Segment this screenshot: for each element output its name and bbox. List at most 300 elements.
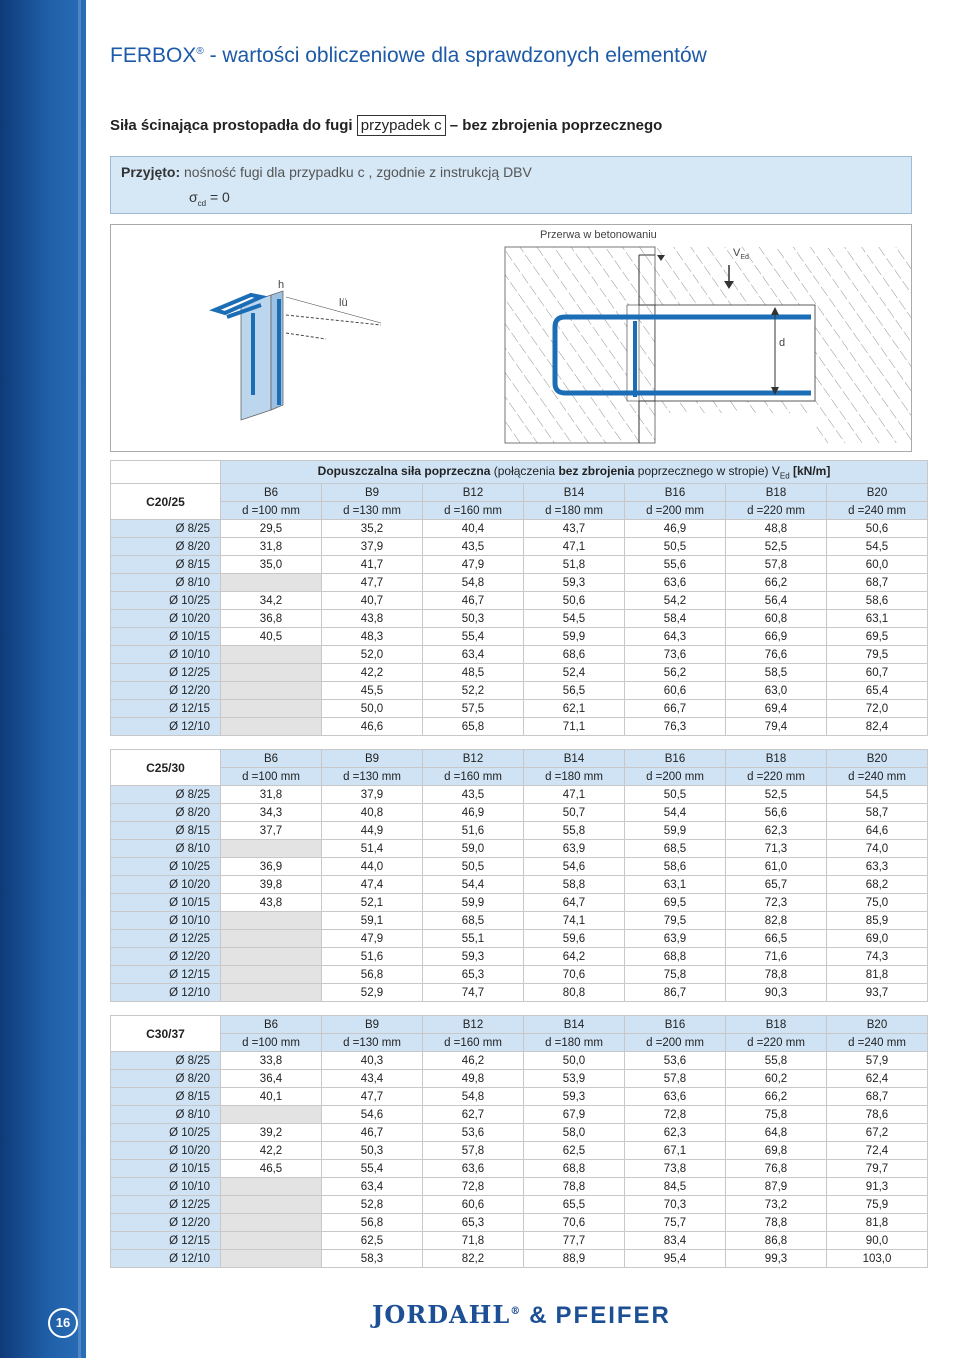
row-label: Ø 10/15 bbox=[111, 1160, 221, 1178]
assumption-box bbox=[110, 156, 912, 214]
column-depth: d =100 mm bbox=[221, 1034, 322, 1052]
table-cell: 43,5 bbox=[423, 786, 524, 804]
page-title bbox=[110, 44, 707, 68]
table-cell: 46,7 bbox=[423, 592, 524, 610]
table-cell: 99,3 bbox=[726, 1250, 827, 1268]
table-cell: 80,8 bbox=[524, 984, 625, 1002]
table-cell: 56,4 bbox=[726, 592, 827, 610]
table-cell: 59,3 bbox=[524, 1088, 625, 1106]
table-cell: 35,2 bbox=[322, 520, 423, 538]
table-cell: 58,3 bbox=[322, 1250, 423, 1268]
table-cell bbox=[221, 700, 322, 718]
column-depth: d =220 mm bbox=[726, 1034, 827, 1052]
logo-reg: ® bbox=[510, 1306, 522, 1317]
table-cell: 59,9 bbox=[423, 894, 524, 912]
connection-diagram bbox=[110, 224, 912, 452]
table-cell: 51,6 bbox=[322, 948, 423, 966]
row-label: Ø 12/20 bbox=[111, 1214, 221, 1232]
table-cell: 95,4 bbox=[625, 1250, 726, 1268]
table-cell: 71,8 bbox=[423, 1232, 524, 1250]
table-cell: 68,5 bbox=[423, 912, 524, 930]
column-type: B12 bbox=[423, 750, 524, 768]
table-cell: 49,8 bbox=[423, 1070, 524, 1088]
column-type: B16 bbox=[625, 750, 726, 768]
table-cell bbox=[221, 574, 322, 592]
column-depth: d =160 mm bbox=[423, 1034, 524, 1052]
table-cell: 71,3 bbox=[726, 840, 827, 858]
table-cell: 65,4 bbox=[827, 682, 928, 700]
row-label: Ø 10/25 bbox=[111, 592, 221, 610]
table-cell: 70,3 bbox=[625, 1196, 726, 1214]
diagram-drawing bbox=[111, 225, 911, 451]
column-type: B6 bbox=[221, 750, 322, 768]
table-cell: 29,5 bbox=[221, 520, 322, 538]
table-cell: 54,5 bbox=[827, 786, 928, 804]
column-depth: d =100 mm bbox=[221, 502, 322, 520]
table-row bbox=[111, 1106, 928, 1124]
table-cell: 82,2 bbox=[423, 1250, 524, 1268]
table-cell: 73,6 bbox=[625, 646, 726, 664]
table-cell: 52,4 bbox=[524, 664, 625, 682]
assumption-line bbox=[121, 164, 532, 180]
table-cell: 90,3 bbox=[726, 984, 827, 1002]
table-cell: 62,3 bbox=[625, 1124, 726, 1142]
table-cell: 77,7 bbox=[524, 1232, 625, 1250]
table-row bbox=[111, 1250, 928, 1268]
table-cell: 68,8 bbox=[625, 948, 726, 966]
table-cell: 76,8 bbox=[726, 1160, 827, 1178]
table-cell: 57,5 bbox=[423, 700, 524, 718]
column-depth: d =220 mm bbox=[726, 502, 827, 520]
table-cell: 54,4 bbox=[423, 876, 524, 894]
table-cell: 48,8 bbox=[726, 520, 827, 538]
table-cell: 51,6 bbox=[423, 822, 524, 840]
row-label: Ø 12/10 bbox=[111, 1250, 221, 1268]
table-cell bbox=[221, 1250, 322, 1268]
row-label: Ø 10/20 bbox=[111, 1142, 221, 1160]
column-type-row bbox=[111, 1016, 928, 1034]
table-cell: 57,8 bbox=[726, 556, 827, 574]
table-cell: 55,4 bbox=[423, 628, 524, 646]
table-cell: 44,9 bbox=[322, 822, 423, 840]
table-cell: 43,7 bbox=[524, 520, 625, 538]
table-header-title bbox=[221, 461, 928, 484]
table-row bbox=[111, 538, 928, 556]
table-cell: 63,1 bbox=[625, 876, 726, 894]
ved-label bbox=[733, 247, 749, 261]
table-cell: 66,5 bbox=[726, 930, 827, 948]
table-cell: 48,5 bbox=[423, 664, 524, 682]
sigma-value: = 0 bbox=[206, 189, 230, 205]
row-label: Ø 10/10 bbox=[111, 912, 221, 930]
table-cell: 78,8 bbox=[524, 1178, 625, 1196]
table-cell: 58,4 bbox=[625, 610, 726, 628]
table-cell: 31,8 bbox=[221, 538, 322, 556]
table-cell: 75,9 bbox=[827, 1196, 928, 1214]
table-cell: 58,6 bbox=[827, 592, 928, 610]
table-row bbox=[111, 1178, 928, 1196]
row-label: Ø 8/25 bbox=[111, 1052, 221, 1070]
table-cell bbox=[221, 840, 322, 858]
table-cell: 68,2 bbox=[827, 876, 928, 894]
column-type: B20 bbox=[827, 750, 928, 768]
table-corner bbox=[111, 461, 221, 484]
table-cell bbox=[221, 1106, 322, 1124]
table-cell: 63,3 bbox=[827, 858, 928, 876]
table-cell bbox=[221, 948, 322, 966]
row-label: Ø 12/15 bbox=[111, 966, 221, 984]
table-cell: 68,8 bbox=[524, 1160, 625, 1178]
table-cell: 83,4 bbox=[625, 1232, 726, 1250]
table-cell: 75,8 bbox=[726, 1106, 827, 1124]
table-cell: 36,9 bbox=[221, 858, 322, 876]
table-cell: 69,5 bbox=[827, 628, 928, 646]
table-cell: 69,4 bbox=[726, 700, 827, 718]
d-label: d bbox=[779, 337, 786, 349]
table-cell: 46,9 bbox=[423, 804, 524, 822]
table-cell: 76,6 bbox=[726, 646, 827, 664]
table-cell: 47,4 bbox=[322, 876, 423, 894]
table-cell: 52,9 bbox=[322, 984, 423, 1002]
column-type: B14 bbox=[524, 484, 625, 502]
row-label: Ø 8/10 bbox=[111, 1106, 221, 1124]
table-cell: 81,8 bbox=[827, 966, 928, 984]
logo-jordahl: JORDAHL bbox=[372, 1300, 511, 1329]
table-cell: 65,8 bbox=[423, 718, 524, 736]
table-row bbox=[111, 858, 928, 876]
row-label: Ø 12/20 bbox=[111, 682, 221, 700]
subtitle-part1: Siła ścinająca prostopadła do fugi bbox=[110, 117, 353, 134]
column-depth: d =160 mm bbox=[423, 768, 524, 786]
header-unit: [kN/m] bbox=[789, 463, 831, 478]
ved-symbol: V bbox=[733, 247, 741, 259]
table-cell: 63,9 bbox=[625, 930, 726, 948]
column-type-row bbox=[111, 484, 928, 502]
column-depth: d =180 mm bbox=[524, 502, 625, 520]
table-cell: 73,2 bbox=[726, 1196, 827, 1214]
table-cell: 40,4 bbox=[423, 520, 524, 538]
table-cell: 63,6 bbox=[625, 1088, 726, 1106]
table-cell: 36,4 bbox=[221, 1070, 322, 1088]
table-cell: 35,0 bbox=[221, 556, 322, 574]
table-row bbox=[111, 930, 928, 948]
table-row bbox=[111, 574, 928, 592]
table-cell: 68,6 bbox=[524, 646, 625, 664]
column-depth-row bbox=[111, 502, 928, 520]
table-cell: 55,4 bbox=[322, 1160, 423, 1178]
table-cell: 64,8 bbox=[726, 1124, 827, 1142]
row-label: Ø 10/15 bbox=[111, 894, 221, 912]
table-cell: 50,7 bbox=[524, 804, 625, 822]
table-cell: 57,9 bbox=[827, 1052, 928, 1070]
column-type: B12 bbox=[423, 484, 524, 502]
table-cell: 74,3 bbox=[827, 948, 928, 966]
table-row bbox=[111, 646, 928, 664]
row-label: Ø 10/10 bbox=[111, 646, 221, 664]
title-registered: ® bbox=[196, 46, 204, 57]
table-cell: 66,7 bbox=[625, 700, 726, 718]
column-depth: d =130 mm bbox=[322, 1034, 423, 1052]
column-type: B20 bbox=[827, 484, 928, 502]
ferbox-3d-illustration bbox=[215, 291, 381, 420]
table-cell: 40,8 bbox=[322, 804, 423, 822]
table-cell: 71,1 bbox=[524, 718, 625, 736]
row-label: Ø 10/25 bbox=[111, 1124, 221, 1142]
table-cell: 59,0 bbox=[423, 840, 524, 858]
table-cell: 55,1 bbox=[423, 930, 524, 948]
table-cell: 56,6 bbox=[726, 804, 827, 822]
table-cell: 68,7 bbox=[827, 1088, 928, 1106]
column-depth: d =100 mm bbox=[221, 768, 322, 786]
table-cell: 63,4 bbox=[322, 1178, 423, 1196]
table-cell: 47,9 bbox=[423, 556, 524, 574]
table-cell: 59,9 bbox=[625, 822, 726, 840]
column-type: B9 bbox=[322, 1016, 423, 1034]
row-label: Ø 8/25 bbox=[111, 520, 221, 538]
row-label: Ø 12/15 bbox=[111, 1232, 221, 1250]
title-rest: - wartości obliczeniowe dla sprawdzonych elementów bbox=[203, 44, 707, 67]
table-cell: 59,1 bbox=[322, 912, 423, 930]
row-label: Ø 10/25 bbox=[111, 858, 221, 876]
table-c25-30 bbox=[110, 749, 928, 1002]
row-label: Ø 8/15 bbox=[111, 1088, 221, 1106]
column-depth: d =180 mm bbox=[524, 1034, 625, 1052]
table-cell: 54,4 bbox=[625, 804, 726, 822]
column-type: B18 bbox=[726, 1016, 827, 1034]
table-cell: 58,0 bbox=[524, 1124, 625, 1142]
table-cell: 54,8 bbox=[423, 1088, 524, 1106]
table-row bbox=[111, 592, 928, 610]
table-row bbox=[111, 682, 928, 700]
table-cell: 47,7 bbox=[322, 574, 423, 592]
table-row bbox=[111, 1088, 928, 1106]
column-type: B14 bbox=[524, 750, 625, 768]
left-sidebar-band bbox=[0, 0, 86, 1358]
column-depth-row bbox=[111, 1034, 928, 1052]
table-cell bbox=[221, 966, 322, 984]
h-label: h bbox=[278, 279, 285, 291]
table-row bbox=[111, 1160, 928, 1178]
assumption-label: Przyjęto: bbox=[121, 164, 181, 180]
table-cell: 62,7 bbox=[423, 1106, 524, 1124]
table-cell: 57,8 bbox=[625, 1070, 726, 1088]
table-cell: 65,5 bbox=[524, 1196, 625, 1214]
table-cell: 87,9 bbox=[726, 1178, 827, 1196]
table-cell: 54,8 bbox=[423, 574, 524, 592]
table-cell: 52,5 bbox=[726, 786, 827, 804]
table-cell: 75,0 bbox=[827, 894, 928, 912]
table-cell: 79,5 bbox=[625, 912, 726, 930]
table-row bbox=[111, 1070, 928, 1088]
sidebar-stripe bbox=[78, 0, 81, 1358]
table-cell: 52,8 bbox=[322, 1196, 423, 1214]
table-cell: 45,5 bbox=[322, 682, 423, 700]
table-cell: 60,7 bbox=[827, 664, 928, 682]
table-cell: 33,8 bbox=[221, 1052, 322, 1070]
table-cell bbox=[221, 718, 322, 736]
table-cell: 69,8 bbox=[726, 1142, 827, 1160]
table-cell: 44,0 bbox=[322, 858, 423, 876]
table-cell: 54,2 bbox=[625, 592, 726, 610]
table-cell: 59,3 bbox=[423, 948, 524, 966]
table-cell bbox=[221, 1196, 322, 1214]
table-row bbox=[111, 1214, 928, 1232]
table-cell: 56,8 bbox=[322, 966, 423, 984]
row-label: Ø 12/25 bbox=[111, 664, 221, 682]
table-row bbox=[111, 1232, 928, 1250]
table-cell: 72,8 bbox=[423, 1178, 524, 1196]
table-cell: 54,5 bbox=[827, 538, 928, 556]
table-cell: 66,2 bbox=[726, 1088, 827, 1106]
table-cell: 31,8 bbox=[221, 786, 322, 804]
column-type: B9 bbox=[322, 484, 423, 502]
row-label: Ø 8/15 bbox=[111, 556, 221, 574]
column-type: B18 bbox=[726, 750, 827, 768]
table-row bbox=[111, 786, 928, 804]
table-cell: 74,1 bbox=[524, 912, 625, 930]
table-cell: 48,3 bbox=[322, 628, 423, 646]
table-cell: 52,1 bbox=[322, 894, 423, 912]
table-row bbox=[111, 804, 928, 822]
table-cell: 63,0 bbox=[726, 682, 827, 700]
table-cell: 62,5 bbox=[524, 1142, 625, 1160]
table-row bbox=[111, 1142, 928, 1160]
table-cell bbox=[221, 912, 322, 930]
table-cell: 46,7 bbox=[322, 1124, 423, 1142]
column-type: B6 bbox=[221, 1016, 322, 1034]
table-cell: 50,5 bbox=[423, 858, 524, 876]
row-label: Ø 12/10 bbox=[111, 984, 221, 1002]
column-type-row bbox=[111, 750, 928, 768]
table-cell: 72,4 bbox=[827, 1142, 928, 1160]
table-cell: 37,9 bbox=[322, 786, 423, 804]
table-cell bbox=[221, 1178, 322, 1196]
table-cell: 82,8 bbox=[726, 912, 827, 930]
table-cell: 43,4 bbox=[322, 1070, 423, 1088]
table-cell: 37,7 bbox=[221, 822, 322, 840]
row-label: Ø 10/15 bbox=[111, 628, 221, 646]
table-cell: 67,9 bbox=[524, 1106, 625, 1124]
table-cell: 64,6 bbox=[827, 822, 928, 840]
table-cell: 40,7 bbox=[322, 592, 423, 610]
table-cell: 47,9 bbox=[322, 930, 423, 948]
table-cell: 79,4 bbox=[726, 718, 827, 736]
table-row bbox=[111, 628, 928, 646]
table-cell: 64,7 bbox=[524, 894, 625, 912]
table-cell: 79,5 bbox=[827, 646, 928, 664]
table-cell: 62,4 bbox=[827, 1070, 928, 1088]
table-cell: 64,2 bbox=[524, 948, 625, 966]
table-row bbox=[111, 840, 928, 858]
table-cell: 65,3 bbox=[423, 966, 524, 984]
table-cell: 56,8 bbox=[322, 1214, 423, 1232]
table-cell: 47,1 bbox=[524, 786, 625, 804]
table-cell: 63,6 bbox=[423, 1160, 524, 1178]
row-label: Ø 12/20 bbox=[111, 948, 221, 966]
table-cell: 56,2 bbox=[625, 664, 726, 682]
table-row bbox=[111, 984, 928, 1002]
table-row bbox=[111, 610, 928, 628]
table-cell: 60,8 bbox=[726, 610, 827, 628]
subtitle-boxed-case: przypadek c bbox=[357, 115, 446, 136]
table-cell: 67,1 bbox=[625, 1142, 726, 1160]
table-cell: 50,0 bbox=[322, 700, 423, 718]
table-cell: 84,5 bbox=[625, 1178, 726, 1196]
row-label: Ø 12/25 bbox=[111, 930, 221, 948]
table-cell: 66,2 bbox=[726, 574, 827, 592]
table-cell: 54,6 bbox=[524, 858, 625, 876]
table-cell: 63,4 bbox=[423, 646, 524, 664]
table-row bbox=[111, 718, 928, 736]
table-cell: 50,5 bbox=[625, 538, 726, 556]
table-cell: 47,1 bbox=[524, 538, 625, 556]
table-cell: 86,7 bbox=[625, 984, 726, 1002]
table-cell: 58,8 bbox=[524, 876, 625, 894]
row-label: Ø 8/25 bbox=[111, 786, 221, 804]
row-label: Ø 8/10 bbox=[111, 840, 221, 858]
row-label: Ø 10/20 bbox=[111, 610, 221, 628]
sigma-line bbox=[189, 189, 230, 208]
sigma-sub: cd bbox=[197, 198, 207, 208]
table-cell: 53,6 bbox=[423, 1124, 524, 1142]
table-cell: 51,4 bbox=[322, 840, 423, 858]
table-cell: 60,6 bbox=[423, 1196, 524, 1214]
table-c30-37 bbox=[110, 1015, 928, 1268]
table-cell: 91,3 bbox=[827, 1178, 928, 1196]
row-label: Ø 8/20 bbox=[111, 804, 221, 822]
table-cell: 59,9 bbox=[524, 628, 625, 646]
table-cell: 74,0 bbox=[827, 840, 928, 858]
row-label: Ø 8/15 bbox=[111, 822, 221, 840]
table-cell bbox=[221, 1214, 322, 1232]
column-depth: d =130 mm bbox=[322, 768, 423, 786]
table-cell: 86,8 bbox=[726, 1232, 827, 1250]
header-bold-1: Dopuszczalna siła poprzeczna bbox=[317, 463, 491, 478]
table-cell: 103,0 bbox=[827, 1250, 928, 1268]
page-number: 16 bbox=[48, 1308, 78, 1338]
table-cell: 90,0 bbox=[827, 1232, 928, 1250]
table-cell: 53,9 bbox=[524, 1070, 625, 1088]
table-row bbox=[111, 1124, 928, 1142]
row-label: Ø 8/20 bbox=[111, 538, 221, 556]
column-type: B20 bbox=[827, 1016, 928, 1034]
table-cell: 40,5 bbox=[221, 628, 322, 646]
table-cell: 41,7 bbox=[322, 556, 423, 574]
table-cell: 60,0 bbox=[827, 556, 928, 574]
table-cell: 56,5 bbox=[524, 682, 625, 700]
table-cell: 58,5 bbox=[726, 664, 827, 682]
table-cell: 58,6 bbox=[625, 858, 726, 876]
table-cell: 50,5 bbox=[625, 786, 726, 804]
table-row bbox=[111, 700, 928, 718]
header-bold-3: bez zbrojenia bbox=[558, 463, 635, 478]
table-cell: 52,2 bbox=[423, 682, 524, 700]
table-cell: 43,5 bbox=[423, 538, 524, 556]
table-cell: 40,3 bbox=[322, 1052, 423, 1070]
table-cell: 72,8 bbox=[625, 1106, 726, 1124]
header-part-4: poprzecznego w stropie) V bbox=[634, 463, 780, 478]
table-cell: 60,2 bbox=[726, 1070, 827, 1088]
table-cell: 43,8 bbox=[221, 894, 322, 912]
table-cell: 59,3 bbox=[524, 574, 625, 592]
table-cell: 34,3 bbox=[221, 804, 322, 822]
table-row bbox=[111, 1196, 928, 1214]
column-depth: d =200 mm bbox=[625, 1034, 726, 1052]
table-cell: 58,7 bbox=[827, 804, 928, 822]
header-sub: Ed bbox=[779, 471, 790, 481]
table-cell: 72,3 bbox=[726, 894, 827, 912]
table-row bbox=[111, 822, 928, 840]
